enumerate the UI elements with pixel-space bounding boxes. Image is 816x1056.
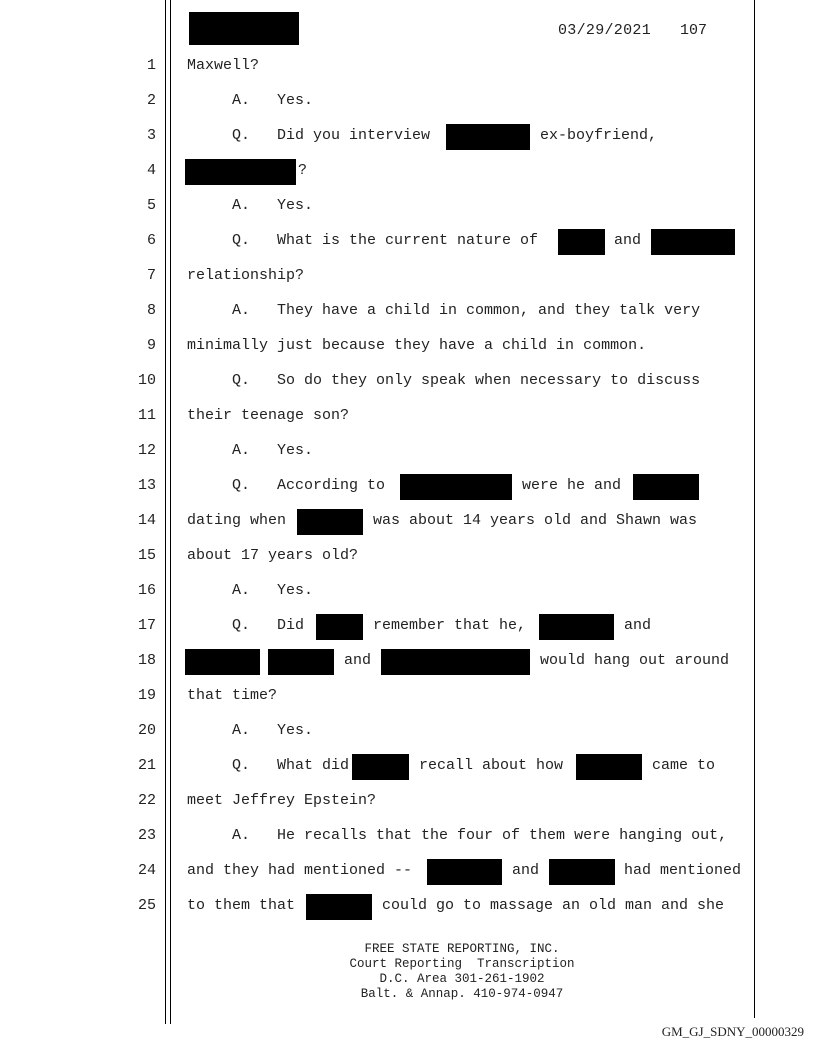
line-number: 2 [146, 92, 156, 109]
line-number: 20 [137, 722, 156, 739]
transcript-line: Q. Did [187, 617, 305, 634]
line-number: 7 [146, 267, 156, 284]
redaction [352, 754, 409, 780]
reporter-services: Court Reporting Transcription [349, 957, 575, 971]
transcript-line: to them that [187, 897, 296, 914]
redaction [268, 649, 334, 675]
line-number: 12 [137, 442, 156, 459]
transcript-segment: would hang out around [540, 652, 730, 669]
line-number: 6 [146, 232, 156, 249]
reporter-footer [312, 942, 612, 1002]
line-number: 16 [137, 582, 156, 599]
header-redaction [189, 12, 299, 45]
line-number: 22 [137, 792, 156, 809]
transcript-line: and they had mentioned -- [187, 862, 413, 879]
transcript-segment: and [624, 617, 652, 634]
reporter-balt-phone: Balt. & Annap. 410-974-0947 [360, 987, 564, 1001]
line-number: 14 [137, 512, 156, 529]
redaction [297, 509, 363, 535]
transcript-line: their teenage son? [187, 407, 350, 424]
transcript-line: A. Yes. [187, 197, 314, 214]
transcript-line: Q. What did [187, 757, 350, 774]
transcript-line: that time? [187, 687, 278, 704]
line-number: 3 [146, 127, 156, 144]
redaction [633, 474, 699, 500]
transcript-line: minimally just because they have a child in common. [187, 337, 647, 354]
line-number: 13 [137, 477, 156, 494]
transcript-segment: and [614, 232, 642, 249]
reporter-company: FREE STATE REPORTING, INC. [364, 942, 560, 956]
transcript-segment: ex-boyfriend, [540, 127, 658, 144]
redaction [558, 229, 605, 255]
transcript-line: meet Jeffrey Epstein? [187, 792, 377, 809]
redaction [427, 859, 502, 885]
transcript-line: about 17 years old? [187, 547, 359, 564]
line-number: 21 [137, 757, 156, 774]
transcript-line: A. Yes. [187, 582, 314, 599]
transcript-segment: was about 14 years old and Shawn was [373, 512, 698, 529]
line-number: 11 [137, 407, 156, 424]
transcript-segment: had mentioned [624, 862, 742, 879]
redaction [306, 894, 372, 920]
transcript-line: A. Yes. [187, 722, 314, 739]
line-number: 1 [146, 57, 156, 74]
transcript-line: Q. Did you interview [187, 127, 431, 144]
line-number: 10 [137, 372, 156, 389]
line-number: 8 [146, 302, 156, 319]
transcript-segment: remember that he, [373, 617, 527, 634]
transcript-line: A. He recalls that the four of them were hanging out, [187, 827, 728, 844]
transcript-line: Maxwell? [187, 57, 260, 74]
transcript-segment: recall about how [419, 757, 564, 774]
redaction [651, 229, 735, 255]
line-number: 19 [137, 687, 156, 704]
redaction [185, 649, 260, 675]
redaction [316, 614, 363, 640]
page-number: 107 [680, 22, 708, 39]
transcript-segment: could go to massage an old man and she [382, 897, 725, 914]
redaction [446, 124, 530, 150]
line-number: 24 [137, 862, 156, 879]
transcript-segment: and [512, 862, 540, 879]
line-number: 15 [137, 547, 156, 564]
redaction [400, 474, 512, 500]
transcript-line: A. Yes. [187, 92, 314, 109]
transcript-line: Q. According to [187, 477, 386, 494]
transcript-segment: came to [652, 757, 716, 774]
line-number: 25 [137, 897, 156, 914]
transcript-segment: and [344, 652, 372, 669]
line-number: 9 [146, 337, 156, 354]
line-number: 4 [146, 162, 156, 179]
left-margin-rule-inner [170, 0, 171, 1024]
redaction [539, 614, 614, 640]
transcript-segment: were he and [522, 477, 622, 494]
transcript-line: A. Yes. [187, 442, 314, 459]
transcript-segment: ? [298, 162, 308, 179]
line-number: 5 [146, 197, 156, 214]
right-margin-rule [754, 0, 755, 1018]
reporter-dc-phone: D.C. Area 301-261-1902 [379, 972, 545, 986]
transcript-line: Q. So do they only speak when necessary to discuss [187, 372, 701, 389]
redaction [381, 649, 530, 675]
line-number: 23 [137, 827, 156, 844]
transcript-line: A. They have a child in common, and they talk very [187, 302, 701, 319]
left-margin-rule [165, 0, 166, 1024]
transcript-line: Q. What is the current nature of [187, 232, 539, 249]
transcript-date: 03/29/2021 [558, 22, 652, 39]
bates-number: GM_GJ_SDNY_00000329 [661, 1024, 804, 1039]
redaction [576, 754, 642, 780]
line-number: 17 [137, 617, 156, 634]
redaction [185, 159, 296, 185]
transcript-line: dating when [187, 512, 287, 529]
line-number: 18 [137, 652, 156, 669]
transcript-line: relationship? [187, 267, 305, 284]
redaction [549, 859, 615, 885]
